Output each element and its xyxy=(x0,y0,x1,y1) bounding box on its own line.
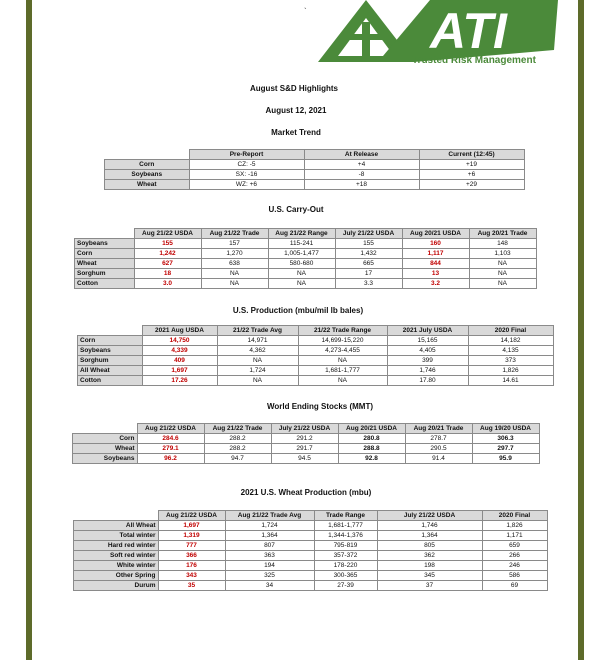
table-cell: 91.4 xyxy=(405,454,472,464)
column-header: Aug 21/22 USDA xyxy=(158,511,225,521)
table-cell: 69 xyxy=(482,581,547,591)
row-label: White winter xyxy=(74,561,159,571)
world-stocks-table xyxy=(72,423,540,464)
table-cell: 1,724 xyxy=(225,521,314,531)
table-cell: 844 xyxy=(402,259,469,269)
table-cell: 4,405 xyxy=(387,346,468,356)
column-header: Aug 19/20 USDA xyxy=(472,424,539,434)
column-header: July 21/22 USDA xyxy=(271,424,338,434)
table-cell: 409 xyxy=(142,356,217,366)
table-cell: 1,005-1,477 xyxy=(268,249,335,259)
table-cell: NA xyxy=(217,356,298,366)
table-cell: NA xyxy=(268,269,335,279)
column-header: Aug 20/21 Trade xyxy=(405,424,472,434)
table-cell: 288.8 xyxy=(338,444,405,454)
table-cell: 4,273-4,455 xyxy=(298,346,387,356)
table-cell: 194 xyxy=(225,561,314,571)
carry-out-table xyxy=(74,228,537,289)
table-cell: 399 xyxy=(387,356,468,366)
table-cell: 1,681-1,777 xyxy=(298,366,387,376)
table-cell: SX: -16 xyxy=(189,170,304,180)
table-cell: 3.0 xyxy=(134,279,201,289)
row-label: All Wheat xyxy=(78,366,143,376)
table-cell: 115-241 xyxy=(268,239,335,249)
stray-mark: ` xyxy=(304,7,307,16)
column-header: Aug 21/22 USDA xyxy=(137,424,204,434)
column-header: 2020 Final xyxy=(468,326,553,336)
table-cell: WZ: +6 xyxy=(189,180,304,190)
table-cell: 343 xyxy=(158,571,225,581)
table-cell: 266 xyxy=(482,551,547,561)
column-header: 2021 Aug USDA xyxy=(142,326,217,336)
row-label: Corn xyxy=(105,160,190,170)
table-cell: 178-220 xyxy=(314,561,377,571)
table-cell: 1,697 xyxy=(158,521,225,531)
table-cell: 1,364 xyxy=(377,531,482,541)
table-cell: NA xyxy=(298,376,387,386)
row-label: All Wheat xyxy=(74,521,159,531)
column-header: Aug 20/21 Trade xyxy=(469,229,536,239)
wheat-production-title: 2021 U.S. Wheat Production (mbu) xyxy=(240,488,372,497)
page-border-left xyxy=(26,0,32,660)
row-label: Cotton xyxy=(75,279,135,289)
table-row xyxy=(75,259,537,269)
table-cell: 3.3 xyxy=(335,279,402,289)
column-header: Aug 20/21 USDA xyxy=(338,424,405,434)
table-cell: 638 xyxy=(201,259,268,269)
table-cell: 1,171 xyxy=(482,531,547,541)
row-label: Sorghum xyxy=(78,356,143,366)
table-cell: 157 xyxy=(201,239,268,249)
row-label: Soft red winter xyxy=(74,551,159,561)
table-cell: 291.7 xyxy=(271,444,338,454)
table-cell: 15,165 xyxy=(387,336,468,346)
row-label: Soybeans xyxy=(78,346,143,356)
column-header: At Release xyxy=(304,150,419,160)
column-header: Pre-Report xyxy=(189,150,304,160)
table-cell: 580-680 xyxy=(268,259,335,269)
table-cell: NA xyxy=(298,356,387,366)
row-label: Soybeans xyxy=(73,454,138,464)
table-cell: 17.80 xyxy=(387,376,468,386)
table-cell: +29 xyxy=(419,180,524,190)
table-cell: 1,826 xyxy=(468,366,553,376)
table-row xyxy=(75,249,537,259)
table-cell: 14,182 xyxy=(468,336,553,346)
table-cell: 1,364 xyxy=(225,531,314,541)
table-cell: +6 xyxy=(419,170,524,180)
table-cell: +19 xyxy=(419,160,524,170)
column-header: Aug 21/22 USDA xyxy=(134,229,201,239)
table-cell: 1,270 xyxy=(201,249,268,259)
column-header: Current (12:45) xyxy=(419,150,524,160)
logo-tagline: Trusted Risk Management xyxy=(412,55,536,66)
table-cell: 288.2 xyxy=(204,444,271,454)
table-row xyxy=(78,346,554,356)
table-cell: 18 xyxy=(134,269,201,279)
column-header: 21/22 Trade Avg xyxy=(217,326,298,336)
table-row xyxy=(74,581,548,591)
table-cell: 1,826 xyxy=(482,521,547,531)
row-label: Soybeans xyxy=(75,239,135,249)
table-row xyxy=(78,366,554,376)
table-cell: 92.8 xyxy=(338,454,405,464)
row-label: Hard red winter xyxy=(74,541,159,551)
row-label: Other Spring xyxy=(74,571,159,581)
production-table xyxy=(77,325,554,386)
table-cell: 4,339 xyxy=(142,346,217,356)
table-row xyxy=(74,561,548,571)
table-cell: 665 xyxy=(335,259,402,269)
table-cell: 291.2 xyxy=(271,434,338,444)
report-date: August 12, 2021 xyxy=(265,106,327,115)
table-cell: 155 xyxy=(335,239,402,249)
table-cell: NA xyxy=(201,269,268,279)
table-cell: 198 xyxy=(377,561,482,571)
table-cell: 34 xyxy=(225,581,314,591)
table-cell: 363 xyxy=(225,551,314,561)
row-label: Corn xyxy=(73,434,138,444)
carry-out-title: U.S. Carry-Out xyxy=(268,205,324,214)
table-row xyxy=(73,434,540,444)
table-row xyxy=(105,170,525,180)
table-row xyxy=(74,551,548,561)
table-cell: 362 xyxy=(377,551,482,561)
production-title: U.S. Production (mbu/mil lb bales) xyxy=(232,306,364,315)
table-cell: 35 xyxy=(158,581,225,591)
table-cell: NA xyxy=(217,376,298,386)
table-cell: NA xyxy=(268,279,335,289)
table-cell: 777 xyxy=(158,541,225,551)
row-label: Sorghum xyxy=(75,269,135,279)
table-cell: 13 xyxy=(402,269,469,279)
column-header: 2020 Final xyxy=(482,511,547,521)
row-label: Wheat xyxy=(105,180,190,190)
table-cell: 1,432 xyxy=(335,249,402,259)
table-row xyxy=(74,571,548,581)
table-cell: NA xyxy=(201,279,268,289)
column-header: July 21/22 USDA xyxy=(377,511,482,521)
table-cell: 1,746 xyxy=(377,521,482,531)
table-cell: 27-39 xyxy=(314,581,377,591)
table-row xyxy=(78,336,554,346)
table-row xyxy=(78,376,554,386)
column-header: Aug 21/22 Trade xyxy=(201,229,268,239)
table-cell: 160 xyxy=(402,239,469,249)
row-label: Wheat xyxy=(75,259,135,269)
table-cell: 176 xyxy=(158,561,225,571)
table-cell: 357-372 xyxy=(314,551,377,561)
column-header: Aug 20/21 USDA xyxy=(402,229,469,239)
table-cell: 96.2 xyxy=(137,454,204,464)
table-cell: 807 xyxy=(225,541,314,551)
market-trend-title: Market Trend xyxy=(271,128,321,137)
column-header: Aug 21/22 Trade xyxy=(204,424,271,434)
table-cell: 795-819 xyxy=(314,541,377,551)
table-cell: 37 xyxy=(377,581,482,591)
table-cell: 280.8 xyxy=(338,434,405,444)
row-label: Wheat xyxy=(73,444,138,454)
world-stocks-title: World Ending Stocks (MMT) xyxy=(266,402,374,411)
table-cell: 14,971 xyxy=(217,336,298,346)
table-cell: NA xyxy=(469,269,536,279)
table-cell: 3.2 xyxy=(402,279,469,289)
table-cell: 1,319 xyxy=(158,531,225,541)
table-cell: 17.26 xyxy=(142,376,217,386)
table-cell: 278.7 xyxy=(405,434,472,444)
table-cell: 306.3 xyxy=(472,434,539,444)
row-label: Total winter xyxy=(74,531,159,541)
table-row xyxy=(74,521,548,531)
table-cell: 325 xyxy=(225,571,314,581)
row-label: Corn xyxy=(78,336,143,346)
table-row xyxy=(105,180,525,190)
table-cell: CZ: -5 xyxy=(189,160,304,170)
row-label: Durum xyxy=(74,581,159,591)
table-cell: 1,746 xyxy=(387,366,468,376)
column-header: Aug 21/22 Range xyxy=(268,229,335,239)
table-row xyxy=(78,356,554,366)
table-cell: 345 xyxy=(377,571,482,581)
table-cell: 1,724 xyxy=(217,366,298,376)
table-row xyxy=(74,541,548,551)
market-trend-table xyxy=(104,149,525,190)
page-border-right xyxy=(578,0,584,660)
table-cell: 288.2 xyxy=(204,434,271,444)
table-cell: 17 xyxy=(335,269,402,279)
table-cell: 659 xyxy=(482,541,547,551)
table-cell: 279.1 xyxy=(137,444,204,454)
table-cell: 586 xyxy=(482,571,547,581)
table-cell: 1,117 xyxy=(402,249,469,259)
row-label: Corn xyxy=(75,249,135,259)
table-cell: 300-365 xyxy=(314,571,377,581)
logo-wordmark: ATI xyxy=(430,3,507,59)
table-cell: NA xyxy=(469,279,536,289)
table-cell: +4 xyxy=(304,160,419,170)
table-cell: 14,750 xyxy=(142,336,217,346)
table-row xyxy=(74,531,548,541)
table-cell: 4,135 xyxy=(468,346,553,356)
table-cell: 94.5 xyxy=(271,454,338,464)
table-row xyxy=(73,444,540,454)
table-cell: NA xyxy=(469,259,536,269)
table-cell: -8 xyxy=(304,170,419,180)
table-cell: 366 xyxy=(158,551,225,561)
table-cell: 1,103 xyxy=(469,249,536,259)
page-title: August S&D Highlights xyxy=(250,84,338,93)
column-header: July 21/22 USDA xyxy=(335,229,402,239)
column-header: Trade Range xyxy=(314,511,377,521)
row-label: Cotton xyxy=(78,376,143,386)
wheat-production-table xyxy=(73,510,548,591)
table-cell: 284.6 xyxy=(137,434,204,444)
table-cell: 1,697 xyxy=(142,366,217,376)
table-cell: 627 xyxy=(134,259,201,269)
table-cell: 155 xyxy=(134,239,201,249)
table-cell: 290.5 xyxy=(405,444,472,454)
table-cell: 805 xyxy=(377,541,482,551)
table-cell: 14.61 xyxy=(468,376,553,386)
row-label: Soybeans xyxy=(105,170,190,180)
table-row xyxy=(73,454,540,464)
column-header: Aug 21/22 Trade Avg xyxy=(225,511,314,521)
table-cell: 4,362 xyxy=(217,346,298,356)
table-cell: 1,344-1,376 xyxy=(314,531,377,541)
table-cell: 95.9 xyxy=(472,454,539,464)
table-row xyxy=(75,279,537,289)
table-cell: 148 xyxy=(469,239,536,249)
table-cell: 246 xyxy=(482,561,547,571)
table-row xyxy=(75,269,537,279)
table-cell: +18 xyxy=(304,180,419,190)
table-row xyxy=(105,160,525,170)
table-cell: 94.7 xyxy=(204,454,271,464)
table-cell: 1,242 xyxy=(134,249,201,259)
column-header: 21/22 Trade Range xyxy=(298,326,387,336)
table-cell: 297.7 xyxy=(472,444,539,454)
column-header: 2021 July USDA xyxy=(387,326,468,336)
table-cell: 1,681-1,777 xyxy=(314,521,377,531)
table-row xyxy=(75,239,537,249)
table-cell: 14,699-15,220 xyxy=(298,336,387,346)
table-cell: 373 xyxy=(468,356,553,366)
